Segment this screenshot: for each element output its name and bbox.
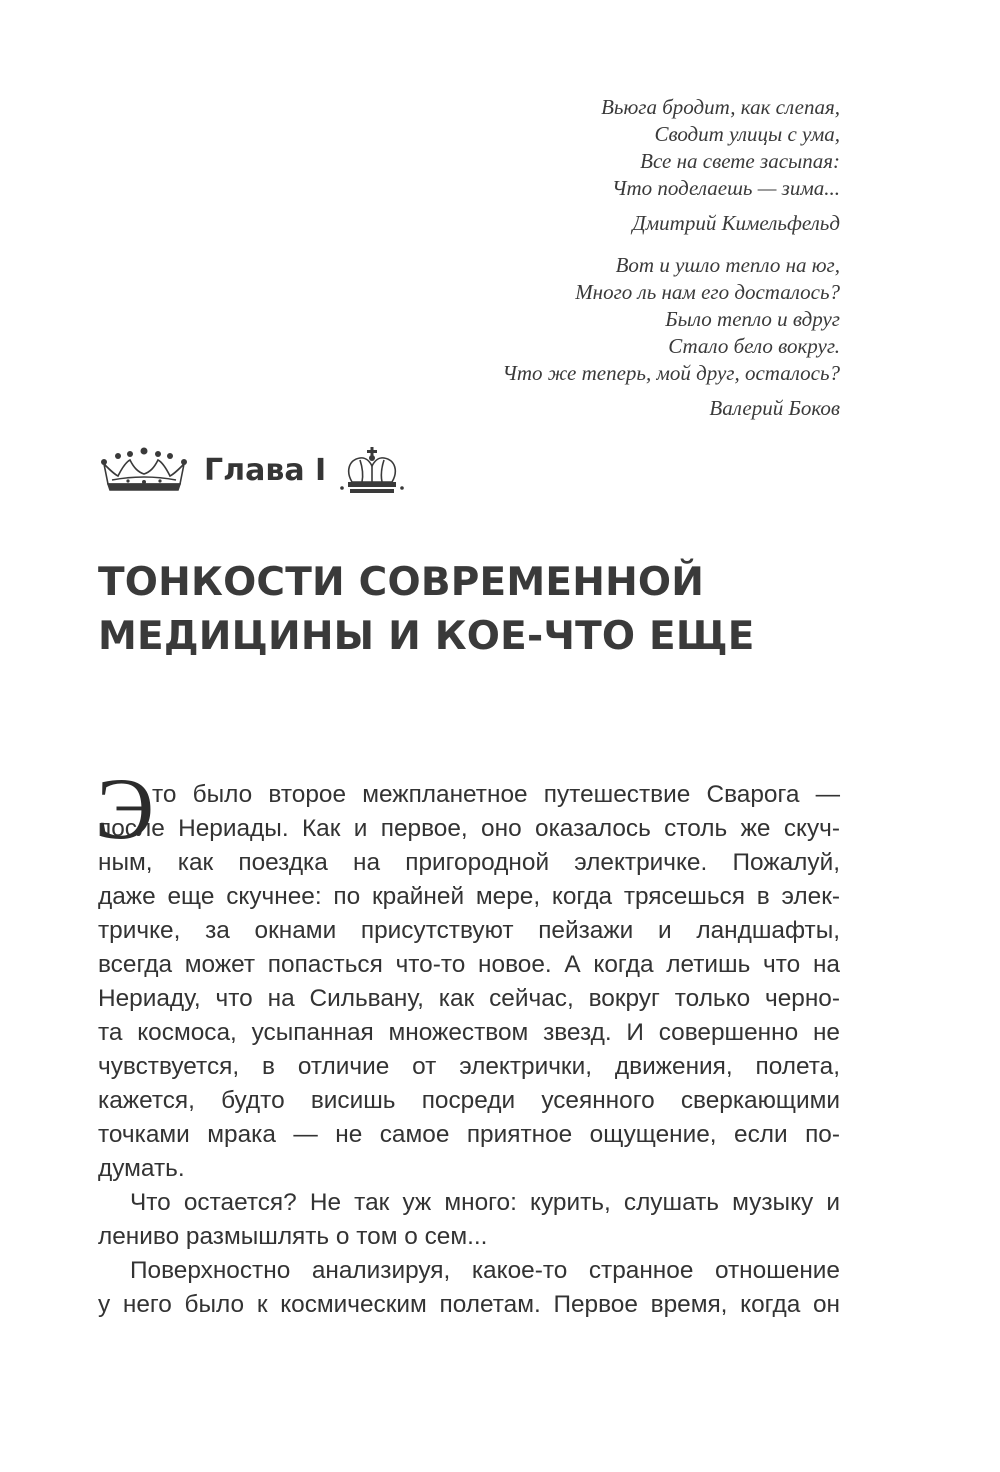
epigraph-line: Все на свете засыпая: xyxy=(640,149,840,173)
epigraph-line: Вьюга бродит, как слепая, xyxy=(601,95,840,119)
epigraph-line: Что поделаешь — зима... xyxy=(612,176,840,200)
text-line: ным, как поездка на пригородной электричке. Пожалуй, xyxy=(98,849,840,876)
text-line: та космоса, усыпанная множеством звезд. И совершенно не xyxy=(98,1019,840,1046)
chapter-title-line: МЕДИЦИНЫ И КОЕ-ЧТО ЕЩЕ xyxy=(98,614,755,659)
drop-cap: Э xyxy=(96,761,155,858)
text-line: после Нериады. Как и первое, оно оказалось столь же скуч- xyxy=(98,815,840,842)
imperial-crown-icon xyxy=(340,444,404,496)
epigraph-line: Сводит улицы с ума, xyxy=(654,122,840,146)
chapter-header xyxy=(98,440,404,500)
text-line: кажется, будто висишь посреди усеянного сверкающими xyxy=(98,1087,840,1114)
epigraph-author: Дмитрий Кимельфельд xyxy=(632,211,840,235)
text-line: чувствуется, в отличие от электрички, движения, полета, xyxy=(98,1053,840,1080)
crown-icon xyxy=(98,444,190,496)
body-text xyxy=(96,761,840,1322)
text-line: Нериаду, что на Сильвану, как сейчас, вокруг только черно- xyxy=(98,985,840,1012)
epigraph-author: Валерий Боков xyxy=(709,396,840,420)
text-line: лениво размышлять о том о сем... xyxy=(98,1223,488,1250)
text-line: то было второе межпланетное путешествие Сварога — xyxy=(152,781,840,808)
text-line: тричке, за окнами присутствуют пейзажи и ландшафты, xyxy=(98,917,840,944)
epigraph-line: Стало бело вокруг. xyxy=(668,334,840,358)
epigraph xyxy=(502,252,840,422)
chapter-title-line: ТОНКОСТИ СОВРЕМЕННОЙ xyxy=(98,560,705,605)
text-line: Поверхностно анализируя, какое-то странное отношение xyxy=(130,1257,840,1284)
chapter-label: Глава I xyxy=(204,452,327,488)
epigraph-line: Было тепло и вдруг xyxy=(665,307,840,331)
text-line: всегда может попасться что-то новое. А когда летишь что на xyxy=(98,951,840,978)
text-line: даже еще скучнее: по крайней мере, когда трясешься в элек- xyxy=(98,883,840,910)
epigraph-line: Что же теперь, мой друг, осталось? xyxy=(502,361,840,385)
chapter-title xyxy=(98,556,858,664)
text-line: думать. xyxy=(98,1155,185,1182)
text-line: точками мрака — не самое приятное ощущение, если по- xyxy=(98,1121,840,1148)
text-line: у него было к космическим полетам. Первое время, когда он xyxy=(98,1291,840,1318)
epigraph xyxy=(601,94,840,237)
epigraph-line: Много ль нам его досталось? xyxy=(575,280,840,304)
epigraph-line: Вот и ушло тепло на юг, xyxy=(615,253,840,277)
text-line: Что остается? Не так уж много: курить, слушать музыку и xyxy=(130,1189,840,1216)
